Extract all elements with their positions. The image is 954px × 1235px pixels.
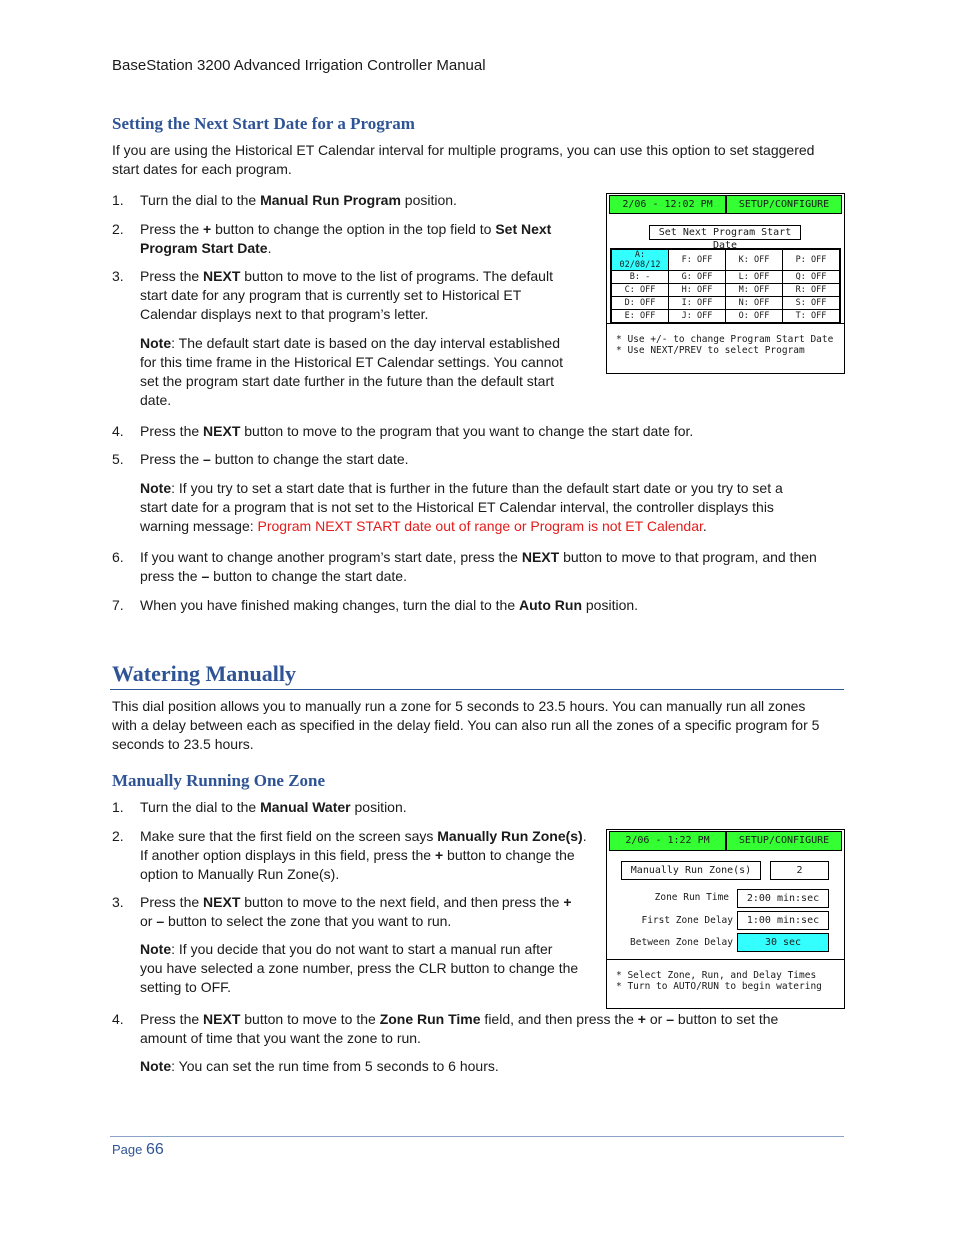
screen-hint-1: * Select Zone, Run, and Delay Times bbox=[616, 970, 817, 981]
grid-cell: G: OFF bbox=[669, 271, 726, 284]
heading-rule bbox=[110, 689, 844, 690]
screen-mode: SETUP/CONFIGURE bbox=[726, 831, 842, 851]
document-header: BaseStation 3200 Advanced Irrigation Controller Manual bbox=[112, 57, 486, 74]
screen-time: 2/06 - 1:22 PM bbox=[609, 831, 726, 851]
screen-option-field: Manually Run Zone(s) bbox=[621, 861, 761, 880]
grid-cell: E: OFF bbox=[612, 310, 669, 323]
first-zone-delay-label: First Zone Delay bbox=[641, 915, 733, 926]
controller-screen-start-date bbox=[606, 193, 845, 374]
page-number: Page 66 bbox=[112, 1141, 164, 1158]
grid-row bbox=[612, 271, 840, 284]
section1-intro: If you are using the Historical ET Calendar interval for multiple programs, you can use this option to set staggered start dates for each program. bbox=[112, 142, 815, 177]
grid-cell: P: OFF bbox=[783, 250, 840, 271]
first-zone-delay-value: 1:00 min:sec bbox=[737, 911, 829, 930]
grid-cell: C: OFF bbox=[612, 284, 669, 297]
zone-run-time-label: Zone Run Time bbox=[654, 892, 729, 903]
screen-divider bbox=[607, 959, 844, 960]
grid-cell: S: OFF bbox=[783, 297, 840, 310]
screen-zone-field: 2 bbox=[770, 861, 829, 880]
between-zone-delay-value: 30 sec bbox=[737, 933, 829, 952]
screen-mode: SETUP/CONFIGURE bbox=[726, 195, 842, 214]
grid-cell: B: - bbox=[612, 271, 669, 284]
grid-cell: T: OFF bbox=[783, 310, 840, 323]
grid-row bbox=[612, 250, 840, 271]
section-heading-next-start-date: Setting the Next Start Date for a Program bbox=[112, 114, 415, 133]
grid-cell: O: OFF bbox=[726, 310, 783, 323]
grid-cell: R: OFF bbox=[783, 284, 840, 297]
screen-hint-1: * Use +/- to change Program Start Date bbox=[616, 334, 834, 345]
grid-row bbox=[612, 284, 840, 297]
grid-cell: Q: OFF bbox=[783, 271, 840, 284]
zone-run-time-value: 2:00 min:sec bbox=[737, 889, 829, 908]
section-heading-watering-manually: Watering Manually bbox=[112, 661, 296, 686]
between-zone-delay-label: Between Zone Delay bbox=[630, 937, 733, 948]
grid-cell-selected: A: 02/08/12 bbox=[612, 250, 669, 271]
grid-cell: M: OFF bbox=[726, 284, 783, 297]
grid-cell: K: OFF bbox=[726, 250, 783, 271]
grid-cell: N: OFF bbox=[726, 297, 783, 310]
grid-cell: J: OFF bbox=[669, 310, 726, 323]
grid-cell: H: OFF bbox=[669, 284, 726, 297]
grid-cell: F: OFF bbox=[669, 250, 726, 271]
grid-row bbox=[612, 297, 840, 310]
screen-time: 2/06 - 12:02 PM bbox=[609, 195, 726, 214]
section-heading-one-zone: Manually Running One Zone bbox=[112, 771, 326, 790]
grid-row bbox=[612, 310, 840, 323]
footer-rule bbox=[110, 1136, 844, 1137]
warning-message: Program NEXT START date out of range or Program is not ET Calendar bbox=[257, 518, 703, 534]
screen-hint-2: * Turn to AUTO/RUN to begin watering bbox=[616, 981, 822, 992]
grid-cell: L: OFF bbox=[726, 271, 783, 284]
grid-cell: I: OFF bbox=[669, 297, 726, 310]
grid-cell: D: OFF bbox=[612, 297, 669, 310]
screen-hint-2: * Use NEXT/PREV to select Program bbox=[616, 345, 805, 356]
screen-option-field: Set Next Program Start Date bbox=[649, 225, 801, 240]
controller-screen-manual-water bbox=[606, 829, 845, 1009]
screen-divider bbox=[607, 323, 844, 324]
program-start-grid bbox=[610, 248, 841, 324]
